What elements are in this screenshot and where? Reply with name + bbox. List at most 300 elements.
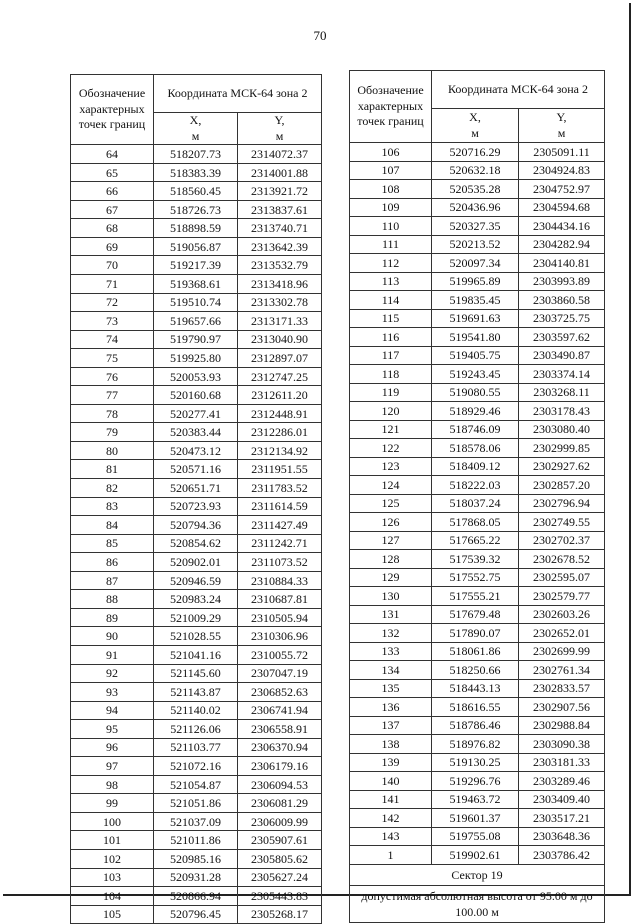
x-coordinate-cell: 519657.66 — [154, 312, 238, 331]
point-number-cell: 118 — [350, 365, 432, 384]
table-row — [71, 905, 322, 924]
point-number-cell: 74 — [71, 330, 154, 349]
x-coordinate-cell: 519902.61 — [432, 846, 519, 865]
x-coordinate-cell: 520436.96 — [432, 198, 519, 217]
table-row — [71, 516, 322, 535]
x-coordinate-cell: 521041.16 — [154, 645, 238, 664]
y-coordinate-cell: 2304752.97 — [519, 180, 605, 199]
y-coordinate-cell: 2305907.61 — [238, 831, 322, 850]
table-row — [350, 624, 605, 643]
table-row — [71, 312, 322, 331]
table-row — [350, 494, 605, 513]
table-row — [350, 605, 605, 624]
table-row — [350, 143, 605, 162]
x-coordinate-cell: 520866.94 — [154, 887, 238, 906]
table-row — [350, 642, 605, 661]
y-coordinate-cell: 2311783.52 — [238, 479, 322, 498]
point-number-cell: 77 — [71, 386, 154, 405]
table-row — [350, 587, 605, 606]
x-coordinate-cell: 519405.75 — [432, 346, 519, 365]
x-coordinate-cell: 518898.59 — [154, 219, 238, 238]
table-row — [71, 683, 322, 702]
table-row — [350, 217, 605, 236]
y-coordinate-cell: 2302702.37 — [519, 531, 605, 550]
point-number-cell: 136 — [350, 698, 432, 717]
x-coordinate-cell: 518037.24 — [432, 494, 519, 513]
point-number-cell: 125 — [350, 494, 432, 513]
table-row — [71, 849, 322, 868]
y-coordinate-cell: 2302603.26 — [519, 605, 605, 624]
table-row — [71, 256, 322, 275]
table-row — [350, 439, 605, 458]
point-number-cell: 96 — [71, 738, 154, 757]
x-coordinate-cell: 520946.59 — [154, 571, 238, 590]
point-number-cell: 69 — [71, 237, 154, 256]
y-coordinate-cell: 2311242.71 — [238, 534, 322, 553]
y-coordinate-cell: 2311427.49 — [238, 516, 322, 535]
point-number-cell: 106 — [350, 143, 432, 162]
header-x-label: X, — [189, 113, 202, 127]
header-x — [154, 113, 238, 145]
y-coordinate-cell: 2310505.94 — [238, 608, 322, 627]
point-number-cell: 75 — [71, 349, 154, 368]
x-coordinate-cell: 521140.02 — [154, 701, 238, 720]
table-row — [350, 531, 605, 550]
x-coordinate-cell: 517539.32 — [432, 550, 519, 569]
point-number-cell: 126 — [350, 513, 432, 532]
point-number-cell: 123 — [350, 457, 432, 476]
y-coordinate-cell: 2305268.17 — [238, 905, 322, 924]
y-coordinate-cell: 2313040.90 — [238, 330, 322, 349]
y-coordinate-cell: 2303090.38 — [519, 735, 605, 754]
x-coordinate-cell: 519463.72 — [432, 790, 519, 809]
x-coordinate-cell: 521126.06 — [154, 720, 238, 739]
point-number-cell: 104 — [71, 887, 154, 906]
table-row — [71, 571, 322, 590]
point-number-cell: 119 — [350, 383, 432, 402]
x-coordinate-cell: 517552.75 — [432, 568, 519, 587]
y-coordinate-cell: 2302833.57 — [519, 679, 605, 698]
x-coordinate-cell: 517665.22 — [432, 531, 519, 550]
table-row — [71, 163, 322, 182]
y-coordinate-cell: 2313171.33 — [238, 312, 322, 331]
header-x-unit: м — [191, 128, 200, 143]
table-row — [350, 254, 605, 273]
point-number-cell: 128 — [350, 550, 432, 569]
table-row — [350, 420, 605, 439]
point-number-cell: 116 — [350, 328, 432, 347]
table-row — [71, 664, 322, 683]
table-row — [71, 887, 322, 906]
table-row — [71, 831, 322, 850]
table-row — [350, 846, 605, 865]
y-coordinate-cell: 2302857.20 — [519, 476, 605, 495]
x-coordinate-cell: 518222.03 — [432, 476, 519, 495]
header-x — [432, 109, 519, 143]
y-coordinate-cell: 2303181.33 — [519, 753, 605, 772]
y-coordinate-cell: 2306094.53 — [238, 775, 322, 794]
y-coordinate-cell: 2302761.34 — [519, 661, 605, 680]
table-row — [350, 235, 605, 254]
y-coordinate-cell: 2302796.94 — [519, 494, 605, 513]
table-row — [350, 457, 605, 476]
header-coordinate: Координата МСК-64 зона 2 — [432, 71, 605, 109]
y-coordinate-cell: 2303648.36 — [519, 827, 605, 846]
table-row — [71, 441, 322, 460]
point-number-cell: 92 — [71, 664, 154, 683]
x-coordinate-cell: 518560.45 — [154, 182, 238, 201]
x-coordinate-cell: 519510.74 — [154, 293, 238, 312]
table-row — [71, 794, 322, 813]
x-coordinate-cell: 519541.80 — [432, 328, 519, 347]
point-number-cell: 65 — [71, 163, 154, 182]
y-coordinate-cell: 2306179.16 — [238, 757, 322, 776]
y-coordinate-cell: 2303993.89 — [519, 272, 605, 291]
y-coordinate-cell: 2306558.91 — [238, 720, 322, 739]
table-row — [350, 161, 605, 180]
y-coordinate-cell: 2306370.94 — [238, 738, 322, 757]
table-row — [71, 386, 322, 405]
x-coordinate-cell: 518383.39 — [154, 163, 238, 182]
header-y — [238, 113, 322, 145]
y-coordinate-cell: 2312448.91 — [238, 404, 322, 423]
table-row — [71, 590, 322, 609]
table-row — [71, 757, 322, 776]
x-coordinate-cell: 518061.86 — [432, 642, 519, 661]
table-row — [350, 550, 605, 569]
x-coordinate-cell: 517868.05 — [432, 513, 519, 532]
table-row — [350, 180, 605, 199]
x-coordinate-cell: 518443.13 — [432, 679, 519, 698]
table-row — [71, 460, 322, 479]
y-coordinate-cell: 2306081.29 — [238, 794, 322, 813]
table-row — [71, 182, 322, 201]
y-coordinate-cell: 2303597.62 — [519, 328, 605, 347]
point-number-cell: 114 — [350, 291, 432, 310]
y-coordinate-cell: 2306009.99 — [238, 812, 322, 831]
point-number-cell: 84 — [71, 516, 154, 535]
y-coordinate-cell: 2303860.58 — [519, 291, 605, 310]
x-coordinate-cell: 517890.07 — [432, 624, 519, 643]
point-number-cell: 64 — [71, 145, 154, 164]
y-coordinate-cell: 2302678.52 — [519, 550, 605, 569]
point-number-cell: 137 — [350, 716, 432, 735]
table-row — [350, 346, 605, 365]
point-number-cell: 79 — [71, 423, 154, 442]
point-number-cell: 117 — [350, 346, 432, 365]
point-number-cell: 91 — [71, 645, 154, 664]
table-row — [71, 349, 322, 368]
header-coordinate: Координата МСК-64 зона 2 — [154, 75, 322, 113]
point-number-cell: 99 — [71, 794, 154, 813]
x-coordinate-cell: 520327.35 — [432, 217, 519, 236]
point-number-cell: 71 — [71, 275, 154, 294]
point-number-cell: 134 — [350, 661, 432, 680]
y-coordinate-cell: 2310306.96 — [238, 627, 322, 646]
x-coordinate-cell: 519965.89 — [432, 272, 519, 291]
table-row — [71, 404, 322, 423]
point-number-cell: 100 — [71, 812, 154, 831]
y-coordinate-cell: 2306852.63 — [238, 683, 322, 702]
coordinates-table-left — [70, 74, 322, 924]
table-row — [71, 219, 322, 238]
table-row — [350, 365, 605, 384]
point-number-cell: 86 — [71, 553, 154, 572]
y-coordinate-cell: 2304140.81 — [519, 254, 605, 273]
table-row — [350, 513, 605, 532]
x-coordinate-cell: 521072.16 — [154, 757, 238, 776]
x-coordinate-cell: 518207.73 — [154, 145, 238, 164]
table-row — [71, 145, 322, 164]
y-coordinate-cell: 2311073.52 — [238, 553, 322, 572]
point-number-cell: 76 — [71, 367, 154, 386]
table-row — [350, 661, 605, 680]
x-coordinate-cell: 520983.24 — [154, 590, 238, 609]
x-coordinate-cell: 520854.62 — [154, 534, 238, 553]
point-number-cell: 115 — [350, 309, 432, 328]
table-row — [71, 275, 322, 294]
y-coordinate-cell: 2302999.85 — [519, 439, 605, 458]
y-coordinate-cell: 2304924.83 — [519, 161, 605, 180]
table-row — [350, 291, 605, 310]
y-coordinate-cell: 2311951.55 — [238, 460, 322, 479]
point-number-cell: 143 — [350, 827, 432, 846]
point-number-cell: 88 — [71, 590, 154, 609]
point-number-cell: 129 — [350, 568, 432, 587]
point-number-cell: 141 — [350, 790, 432, 809]
x-coordinate-cell: 520053.93 — [154, 367, 238, 386]
x-coordinate-cell: 518929.46 — [432, 402, 519, 421]
table-row — [71, 479, 322, 498]
point-number-cell: 83 — [71, 497, 154, 516]
header-y — [519, 109, 605, 143]
y-coordinate-cell: 2305443.83 — [238, 887, 322, 906]
point-number-cell: 127 — [350, 531, 432, 550]
point-number-cell: 66 — [71, 182, 154, 201]
table-row — [350, 698, 605, 717]
y-coordinate-cell: 2312286.01 — [238, 423, 322, 442]
y-coordinate-cell: 2302907.56 — [519, 698, 605, 717]
y-coordinate-cell: 2303178.43 — [519, 402, 605, 421]
point-number-cell: 130 — [350, 587, 432, 606]
point-number-cell: 87 — [71, 571, 154, 590]
point-number-cell: 85 — [71, 534, 154, 553]
point-number-cell: 108 — [350, 180, 432, 199]
point-number-cell: 67 — [71, 200, 154, 219]
point-number-cell: 98 — [71, 775, 154, 794]
x-coordinate-cell: 519080.55 — [432, 383, 519, 402]
y-coordinate-cell: 2303517.21 — [519, 809, 605, 828]
y-coordinate-cell: 2303268.11 — [519, 383, 605, 402]
y-coordinate-cell: 2304594.68 — [519, 198, 605, 217]
x-coordinate-cell: 519217.39 — [154, 256, 238, 275]
point-number-cell: 94 — [71, 701, 154, 720]
y-coordinate-cell: 2311614.59 — [238, 497, 322, 516]
table-row — [350, 476, 605, 495]
point-number-cell: 72 — [71, 293, 154, 312]
table-row — [350, 383, 605, 402]
point-number-cell: 109 — [350, 198, 432, 217]
y-coordinate-cell: 2305805.62 — [238, 849, 322, 868]
table-row — [350, 753, 605, 772]
x-coordinate-cell: 518976.82 — [432, 735, 519, 754]
point-number-cell: 121 — [350, 420, 432, 439]
x-coordinate-cell: 521143.87 — [154, 683, 238, 702]
point-number-cell: 110 — [350, 217, 432, 236]
point-number-cell: 135 — [350, 679, 432, 698]
y-coordinate-cell: 2313532.79 — [238, 256, 322, 275]
x-coordinate-cell: 518578.06 — [432, 439, 519, 458]
y-coordinate-cell: 2313642.39 — [238, 237, 322, 256]
y-coordinate-cell: 2303289.46 — [519, 772, 605, 791]
header-point-designation: Обозначение характерных точек границ — [71, 75, 154, 145]
x-coordinate-cell: 520723.93 — [154, 497, 238, 516]
point-number-cell: 102 — [71, 849, 154, 868]
table-row — [71, 330, 322, 349]
table-row — [71, 367, 322, 386]
table-row — [350, 735, 605, 754]
point-number-cell: 105 — [71, 905, 154, 924]
x-coordinate-cell: 521011.86 — [154, 831, 238, 850]
y-coordinate-cell: 2314072.37 — [238, 145, 322, 164]
y-coordinate-cell: 2302699.99 — [519, 642, 605, 661]
y-coordinate-cell: 2302988.84 — [519, 716, 605, 735]
point-number-cell: 101 — [71, 831, 154, 850]
x-coordinate-cell: 520571.16 — [154, 460, 238, 479]
y-coordinate-cell: 2313418.96 — [238, 275, 322, 294]
table-row — [71, 497, 322, 516]
x-coordinate-cell: 520651.71 — [154, 479, 238, 498]
x-coordinate-cell: 521051.86 — [154, 794, 238, 813]
y-coordinate-cell: 2310687.81 — [238, 590, 322, 609]
y-coordinate-cell: 2312897.07 — [238, 349, 322, 368]
table-row — [71, 775, 322, 794]
table-row — [71, 423, 322, 442]
x-coordinate-cell: 520473.12 — [154, 441, 238, 460]
x-coordinate-cell: 521028.55 — [154, 627, 238, 646]
x-coordinate-cell: 519835.45 — [432, 291, 519, 310]
x-coordinate-cell: 518746.09 — [432, 420, 519, 439]
y-coordinate-cell: 2307047.19 — [238, 664, 322, 683]
table-row — [71, 608, 322, 627]
y-coordinate-cell: 2304434.16 — [519, 217, 605, 236]
coordinates-table-right — [349, 70, 605, 923]
point-number-cell: 112 — [350, 254, 432, 273]
y-coordinate-cell: 2303490.87 — [519, 346, 605, 365]
x-coordinate-cell: 519130.25 — [432, 753, 519, 772]
header-y-unit: м — [275, 128, 284, 143]
x-coordinate-cell: 521037.09 — [154, 812, 238, 831]
point-number-cell: 90 — [71, 627, 154, 646]
point-number-cell: 80 — [71, 441, 154, 460]
x-coordinate-cell: 520277.41 — [154, 404, 238, 423]
x-coordinate-cell: 517555.21 — [432, 587, 519, 606]
x-coordinate-cell: 520931.28 — [154, 868, 238, 887]
x-coordinate-cell: 520383.44 — [154, 423, 238, 442]
sector-label: Сектор 19 — [350, 864, 605, 885]
y-coordinate-cell: 2304282.94 — [519, 235, 605, 254]
y-coordinate-cell: 2312611.20 — [238, 386, 322, 405]
x-coordinate-cell: 520535.28 — [432, 180, 519, 199]
y-coordinate-cell: 2303374.14 — [519, 365, 605, 384]
table-row — [350, 809, 605, 828]
y-coordinate-cell: 2313740.71 — [238, 219, 322, 238]
y-coordinate-cell: 2310884.33 — [238, 571, 322, 590]
point-number-cell: 81 — [71, 460, 154, 479]
table-row — [350, 309, 605, 328]
x-coordinate-cell: 519243.45 — [432, 365, 519, 384]
table-row — [350, 679, 605, 698]
point-number-cell: 70 — [71, 256, 154, 275]
x-coordinate-cell: 518616.55 — [432, 698, 519, 717]
table-row — [71, 293, 322, 312]
y-coordinate-cell: 2302652.01 — [519, 624, 605, 643]
x-coordinate-cell: 519601.37 — [432, 809, 519, 828]
x-coordinate-cell: 519296.76 — [432, 772, 519, 791]
x-coordinate-cell: 519925.80 — [154, 349, 238, 368]
x-coordinate-cell: 519691.63 — [432, 309, 519, 328]
table-row — [71, 237, 322, 256]
x-coordinate-cell: 521145.60 — [154, 664, 238, 683]
x-coordinate-cell: 521103.77 — [154, 738, 238, 757]
y-coordinate-cell: 2313302.78 — [238, 293, 322, 312]
x-coordinate-cell: 521009.29 — [154, 608, 238, 627]
point-number-cell: 95 — [71, 720, 154, 739]
point-number-cell: 131 — [350, 605, 432, 624]
x-coordinate-cell: 519368.61 — [154, 275, 238, 294]
point-number-cell: 89 — [71, 608, 154, 627]
point-number-cell: 93 — [71, 683, 154, 702]
table-row — [350, 716, 605, 735]
x-coordinate-cell: 518409.12 — [432, 457, 519, 476]
x-coordinate-cell: 520213.52 — [432, 235, 519, 254]
table-row — [71, 534, 322, 553]
y-coordinate-cell: 2303725.75 — [519, 309, 605, 328]
point-number-cell: 73 — [71, 312, 154, 331]
table-row — [350, 790, 605, 809]
x-coordinate-cell: 520716.29 — [432, 143, 519, 162]
table-row — [350, 827, 605, 846]
table-row — [71, 720, 322, 739]
point-number-cell: 82 — [71, 479, 154, 498]
point-number-cell: 78 — [71, 404, 154, 423]
y-coordinate-cell: 2305627.24 — [238, 868, 322, 887]
table-row — [71, 738, 322, 757]
y-coordinate-cell: 2312134.92 — [238, 441, 322, 460]
x-coordinate-cell: 518786.46 — [432, 716, 519, 735]
table-row — [350, 402, 605, 421]
table-row — [71, 200, 322, 219]
table-row — [350, 772, 605, 791]
x-coordinate-cell: 520632.18 — [432, 161, 519, 180]
header-x-unit: м — [471, 125, 479, 140]
x-coordinate-cell: 518726.73 — [154, 200, 238, 219]
table-row — [350, 272, 605, 291]
y-coordinate-cell: 2302579.77 — [519, 587, 605, 606]
table-row — [71, 701, 322, 720]
table-row — [350, 198, 605, 217]
table-row — [71, 812, 322, 831]
page-number: 70 — [313, 28, 327, 43]
table-row — [71, 553, 322, 572]
table-row — [71, 627, 322, 646]
point-number-cell: 107 — [350, 161, 432, 180]
header-y-unit: м — [557, 125, 566, 140]
y-coordinate-cell: 2306741.94 — [238, 701, 322, 720]
table-row — [350, 328, 605, 347]
y-coordinate-cell: 2313837.61 — [238, 200, 322, 219]
x-coordinate-cell: 520160.68 — [154, 386, 238, 405]
